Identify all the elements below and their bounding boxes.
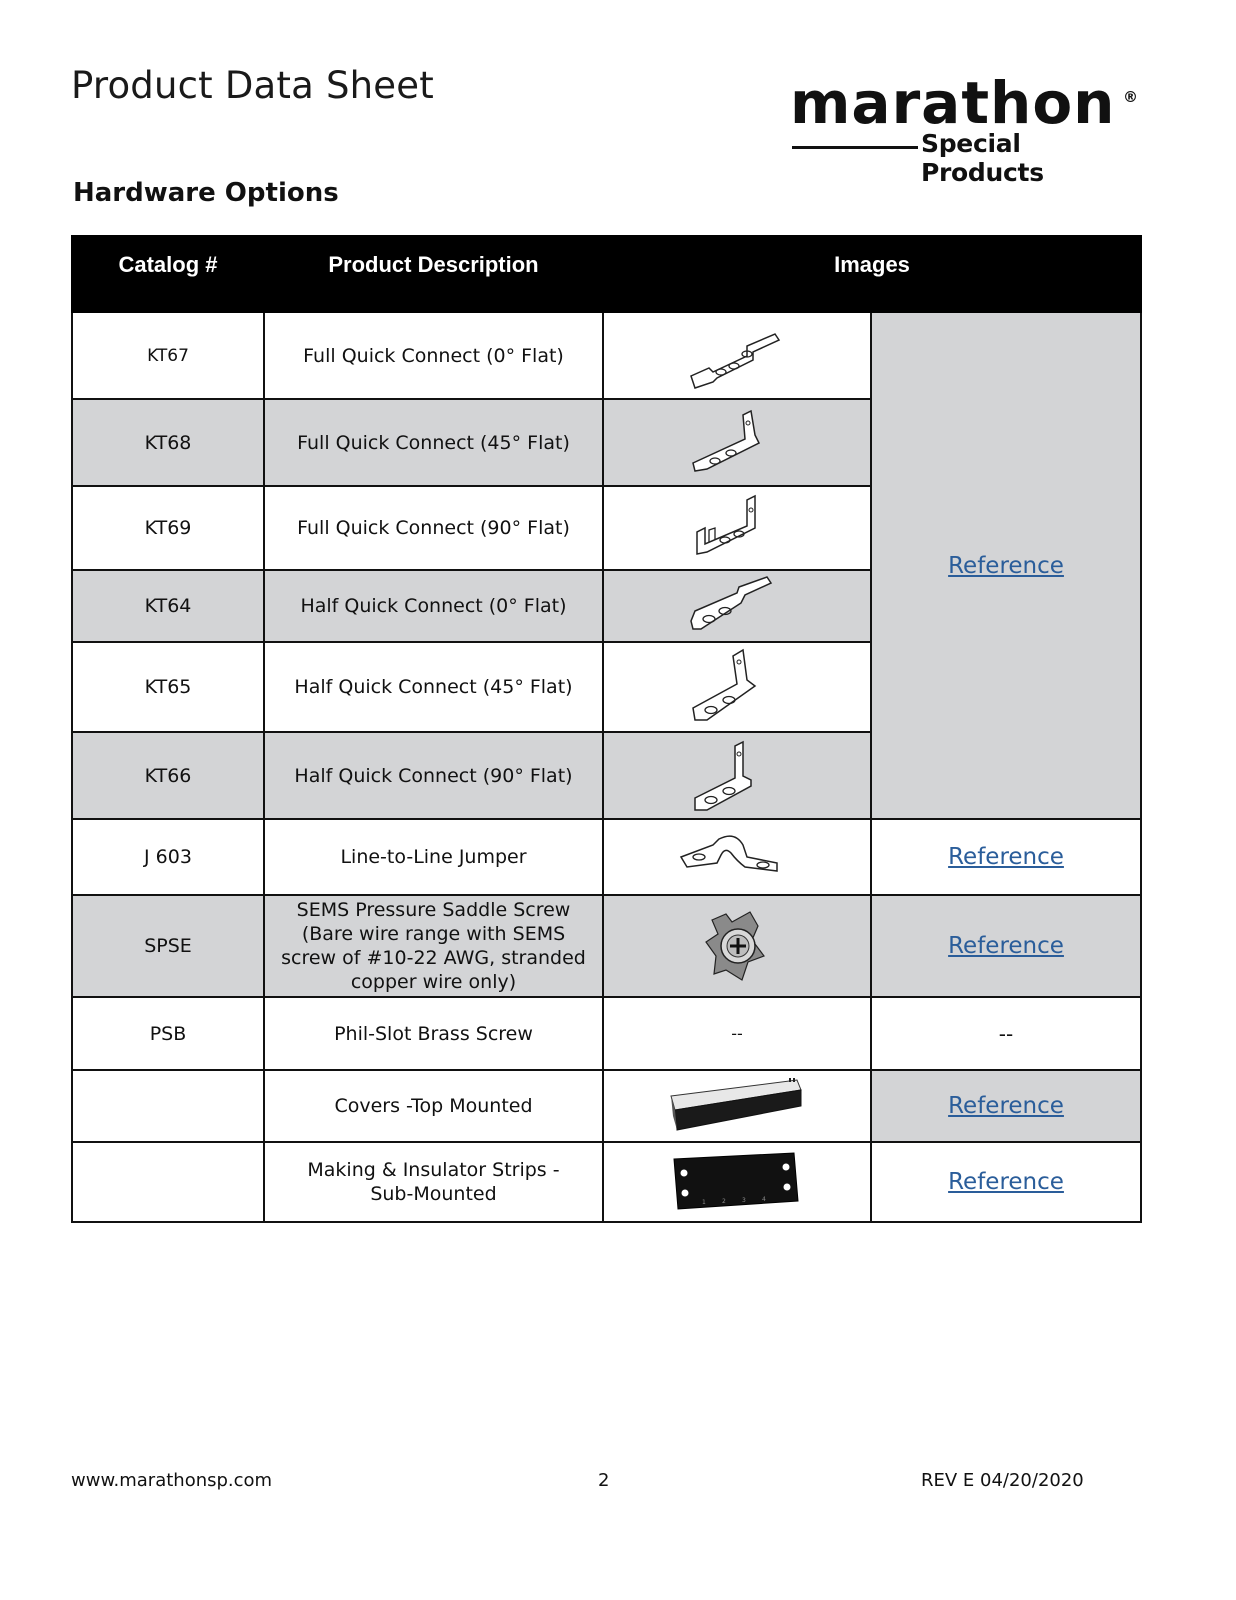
description-line: SEMS Pressure Saddle Screw	[296, 899, 571, 921]
description-line: (Bare wire range with SEMS	[301, 923, 566, 945]
catalog-cell: KT68	[72, 399, 264, 486]
reference-cell	[871, 1070, 1141, 1142]
half-quick-connect-0-icon	[687, 573, 787, 639]
image-cell	[603, 895, 871, 997]
reference-link-covers[interactable]: Reference	[948, 1093, 1064, 1119]
description-cell: Full Quick Connect (90° Flat)	[264, 486, 603, 570]
header-catalog: Catalog #	[72, 236, 264, 312]
description-line: screw of #10-22 AWG, stranded	[281, 947, 586, 969]
image-cell	[603, 819, 871, 895]
reference-cell	[871, 1142, 1141, 1222]
cover-icon	[667, 1076, 807, 1136]
catalog-cell: KT69	[72, 486, 264, 570]
catalog-cell: KT67	[72, 312, 264, 399]
description-cell: Half Quick Connect (90° Flat)	[264, 732, 603, 819]
catalog-cell: PSB	[72, 997, 264, 1070]
saddle-screw-icon	[702, 906, 772, 986]
image-cell	[603, 732, 871, 819]
reference-link-jumper[interactable]: Reference	[948, 844, 1064, 870]
header-description: Product Description	[264, 236, 603, 312]
image-cell	[603, 642, 871, 732]
image-cell	[603, 312, 871, 399]
logo-registered-mark: ®	[1123, 88, 1138, 106]
quick-connect-0-icon	[687, 316, 787, 396]
catalog-cell: J 603	[72, 819, 264, 895]
catalog-cell: KT64	[72, 570, 264, 642]
description-cell: Full Quick Connect (45° Flat)	[264, 399, 603, 486]
footer-page-number: 2	[598, 1470, 610, 1491]
reference-cell: --	[871, 997, 1141, 1070]
catalog-cell	[72, 1142, 264, 1222]
table-row	[72, 1070, 1141, 1142]
catalog-cell: KT66	[72, 732, 264, 819]
strip-number: 3	[742, 1197, 746, 1204]
image-cell	[603, 570, 871, 642]
description-cell: Full Quick Connect (0° Flat)	[264, 312, 603, 399]
footer-revision: REV E 04/20/2020	[921, 1470, 1084, 1491]
hardware-options-table	[71, 235, 1142, 1223]
logo-wordmark: marathon	[790, 69, 1116, 137]
description-cell: Covers -Top Mounted	[264, 1070, 603, 1142]
jumper-icon	[677, 827, 797, 887]
catalog-cell	[72, 1070, 264, 1142]
image-cell	[603, 1070, 871, 1142]
insulator-strip-icon	[672, 1151, 802, 1213]
footer-website[interactable]: www.marathonsp.com	[71, 1470, 273, 1491]
reference-group-cell	[871, 312, 1141, 819]
page-title: Product Data Sheet	[71, 64, 434, 107]
description-cell	[264, 895, 603, 997]
description-cell: Half Quick Connect (45° Flat)	[264, 642, 603, 732]
description-cell: Line-to-Line Jumper	[264, 819, 603, 895]
description-cell: Half Quick Connect (0° Flat)	[264, 570, 603, 642]
section-title: Hardware Options	[73, 178, 339, 208]
description-line: copper wire only)	[350, 971, 517, 993]
quick-connect-90-icon	[687, 488, 787, 568]
logo-rule	[792, 146, 918, 149]
reference-cell	[871, 819, 1141, 895]
description-line: Sub-Mounted	[370, 1183, 497, 1205]
half-quick-connect-45-icon	[687, 646, 787, 728]
image-cell	[603, 1142, 871, 1222]
strip-number: 1	[702, 1199, 706, 1206]
image-cell	[603, 486, 871, 570]
table-row	[72, 895, 1141, 997]
description-line: Making & Insulator Strips -	[307, 1159, 560, 1181]
image-cell: --	[603, 997, 871, 1070]
quick-connect-45-icon	[687, 403, 787, 483]
header-images: Images	[603, 236, 1141, 312]
description-cell: Phil-Slot Brass Screw	[264, 997, 603, 1070]
reference-link-quick-connects[interactable]: Reference	[948, 552, 1064, 579]
strip-number: 2	[722, 1198, 726, 1205]
table-row	[72, 819, 1141, 895]
reference-cell	[871, 895, 1141, 997]
catalog-cell: SPSE	[72, 895, 264, 997]
table-header-row	[72, 236, 1141, 312]
catalog-cell: KT65	[72, 642, 264, 732]
brand-logo	[790, 69, 1140, 187]
reference-link-insulator-strips[interactable]: Reference	[948, 1169, 1064, 1195]
table-row	[72, 997, 1141, 1070]
strip-number: 4	[762, 1196, 766, 1203]
half-quick-connect-90-icon	[687, 736, 787, 816]
table-row	[72, 1142, 1141, 1222]
logo-subtitle: Special Products	[921, 129, 1044, 187]
image-cell	[603, 399, 871, 486]
table-row	[72, 312, 1141, 399]
description-cell	[264, 1142, 603, 1222]
reference-link-saddle-screw[interactable]: Reference	[948, 933, 1064, 959]
